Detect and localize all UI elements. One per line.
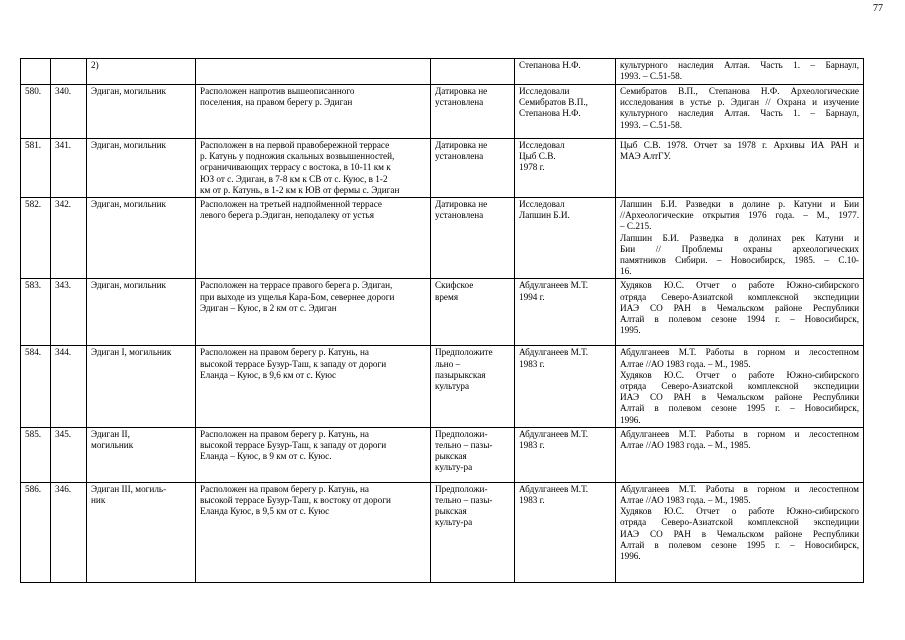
monument-name-cell (87, 85, 196, 139)
dating-line: культу-ра (435, 517, 473, 528)
entry-number-cell: 580. (21, 85, 51, 139)
bibliography-line: Лапшин Б.И. Разведки в долине р. Катуни и Бии (620, 199, 859, 210)
monument-name-cell (87, 139, 196, 198)
bibliography-line: ИАЭ СО РАН в Чемальском районе Республики (620, 392, 859, 403)
monument-name-line: 2) (91, 60, 99, 70)
table-row (21, 139, 864, 198)
monument-name-line: Эдиган, могильник (91, 199, 166, 210)
bibliography-cell (616, 482, 864, 582)
bibliography-line: Цыб С.В. 1978. Отчет за 1978 г. Архивы ИА РАН и (620, 140, 859, 150)
table-row (21, 198, 864, 279)
researcher-line: Исследовал (519, 140, 565, 150)
researcher-line: Семибратов В.П., (519, 97, 588, 108)
bibliography-line: МАЭ АлтГУ. (620, 151, 671, 162)
monument-number-cell: 346. (51, 482, 87, 582)
dating-line: Предположи- (435, 483, 488, 494)
dating-line: установлена (435, 210, 484, 221)
researcher-cell (515, 346, 616, 427)
dating-line: Датировка не (435, 86, 488, 96)
dating-cell (431, 279, 515, 346)
monument-name-cell (87, 59, 196, 85)
bibliography-line: Алтай в полевом сезоне 1994 г. – Новосибирск, (620, 314, 859, 325)
researcher-line: Абдулганеев М.Т. (519, 483, 589, 494)
entry-number-cell: 581. (21, 139, 51, 198)
dating-line: установлена (435, 97, 484, 108)
bibliography-line: //Археологические открытия 1976 года. – М., 1977. (620, 210, 859, 221)
monument-name-cell (87, 427, 196, 482)
dating-cell (431, 85, 515, 139)
bibliography-cell (616, 139, 864, 198)
dating-line: время (435, 291, 459, 302)
dating-line: Датировка не (435, 199, 488, 210)
bibliography-line: ИАЭ СО РАН в Чемальском районе Республики (620, 302, 859, 313)
dating-cell (431, 482, 515, 582)
dating-line: Предположи- (435, 428, 488, 439)
researcher-line: Степанова Н.Ф. (519, 108, 581, 119)
researcher-cell (515, 427, 616, 482)
location-description-cell (196, 139, 431, 198)
researcher-line: 1983 г. (519, 440, 545, 451)
researcher-cell (515, 198, 616, 279)
location-description-cell (196, 482, 431, 582)
bibliography-line: Лапшин Б.И. Разведка в долинах рек Катуни и (620, 232, 859, 243)
location-description-line: Расположен на правом берегу р. Катунь, на (200, 428, 369, 439)
researcher-line: Абдулганеев М.Т. (519, 347, 589, 358)
monument-number-cell: 340. (51, 85, 87, 139)
location-description-line: Расположен на террасе правого берега р. Эдиган, (200, 280, 393, 291)
location-description-line: Расположен на правом берегу р. Катунь, на (200, 347, 369, 358)
entry-number-cell: 585. (21, 427, 51, 482)
monument-name-line: Эдиган II, (91, 428, 130, 439)
monument-name-line: Эдиган, могильник (91, 140, 166, 150)
dating-line: рыкская (435, 506, 467, 517)
table-row (21, 85, 864, 139)
researcher-line: 1994 г. (519, 291, 545, 302)
monument-name-cell (87, 279, 196, 346)
location-description-line: ЮЗ от с. Эдиган, в 7-8 км к СВ от с. Куюс, в 1-2 (200, 173, 388, 184)
researcher-line: 1983 г. (519, 495, 545, 506)
researcher-line: Абдулганеев М.Т. (519, 280, 589, 291)
bibliography-cell (616, 427, 864, 482)
dating-line: пазырыкская (435, 369, 486, 380)
location-description-line: при выходе из ущелья Кара-Бом, севернее дороги (200, 291, 395, 302)
monument-number-cell: 342. (51, 198, 87, 279)
bibliography-line: отряда Северо-Азиатской комплексной экспедиции (620, 517, 859, 528)
monument-number-cell: 343. (51, 279, 87, 346)
researcher-line: 1978 г. (519, 162, 545, 173)
location-description-cell (196, 85, 431, 139)
bibliography-line: памятников Сибири. – Новосибирск, 1985. – С.10- (620, 255, 859, 266)
bibliography-line: 1996. (620, 414, 641, 425)
researcher-line: 1983 г. (519, 358, 545, 369)
bibliography-line: Алтай в полевом сезоне 1995 г. – Новосибирск, (620, 539, 859, 550)
entry-number-cell: 582. (21, 198, 51, 279)
researcher-line: Степанова Н.Ф. (519, 60, 581, 70)
dating-line: культура (435, 381, 470, 392)
monument-name-line: Эдиган III, могиль- (91, 483, 167, 494)
table-row (21, 279, 864, 346)
location-description-line: Расположен напротив вышеописанного (200, 86, 355, 96)
bibliography-line: Худяков Ю.С. Отчет о работе Южно-сибирского (620, 506, 859, 517)
bibliography-line: 1993. – С.51-58. (620, 71, 683, 82)
researcher-cell (515, 279, 616, 346)
bibliography-line: 1996. (620, 551, 641, 562)
page-number: 77 (873, 3, 883, 14)
entry-number-cell: 583. (21, 279, 51, 346)
entry-number-cell: 586. (21, 482, 51, 582)
table-body (21, 59, 864, 583)
monument-name-line: могильник (91, 440, 134, 451)
monument-name-cell (87, 482, 196, 582)
monument-register-table (20, 58, 864, 583)
bibliography-line: Абдулганеев М.Т. Работы в горном и лесостепном (620, 347, 859, 358)
entry-number-cell (21, 59, 51, 85)
dating-cell (431, 198, 515, 279)
bibliography-line: Алтае //АО 1983 года. – М., 1985. (620, 495, 751, 506)
researcher-line: Лапшин Б.И. (519, 210, 570, 221)
monument-name-cell (87, 346, 196, 427)
bibliography-line: культурного наследия Алтая. Часть 1. – Барнаул, (620, 60, 859, 70)
monument-name-line: ник (91, 495, 106, 506)
bibliography-line: Худяков Ю.С. Отчет о работе Южно-сибирского (620, 369, 859, 380)
researcher-line: Цыб С.В. (519, 151, 556, 162)
location-description-line: р. Катунь у подножия скальных возвышенностей, (200, 151, 395, 162)
researcher-cell (515, 85, 616, 139)
monument-number-cell: 341. (51, 139, 87, 198)
monument-number-cell: 344. (51, 346, 87, 427)
location-description-line: ограничивающих террасу с востока, в 10-11 км к (200, 162, 391, 173)
dating-cell (431, 427, 515, 482)
bibliography-line: ИАЭ СО РАН в Чемальском районе Республики (620, 528, 859, 539)
location-description-line: км от р. Катунь, в 1-2 км к ЮВ от фермы с. Эдиган (200, 184, 400, 195)
location-description-line: Расположен на третьей надпойменной террасе (200, 199, 382, 210)
monument-name-line: Эдиган I, могильник (91, 347, 172, 358)
bibliography-line: – С.215. (620, 221, 652, 232)
location-description-cell (196, 59, 431, 85)
dating-line: культу-ра (435, 462, 473, 473)
dating-cell (431, 139, 515, 198)
dating-line: льно – (435, 358, 461, 369)
location-description-line: Еланда – Куюс, в 9,6 км от с. Куюс (200, 369, 337, 380)
bibliography-cell (616, 346, 864, 427)
table-row (21, 346, 864, 427)
bibliography-line: Бии // Проблемы охраны археологических (620, 243, 859, 254)
bibliography-line: отряда Северо-Азиатской комплексной экспедиции (620, 291, 859, 302)
dating-line: Предположите (435, 347, 493, 358)
bibliography-line: Семибратов В.П., Степанова Н.Ф. Археологические (620, 86, 859, 96)
location-description-line: Расположен на правом берегу р. Катунь, на (200, 483, 369, 494)
location-description-line: Еланда Куюс, в 9,5 км от с. Куюс (200, 506, 330, 517)
dating-line: тельно – пазы- (435, 440, 493, 451)
dating-line: рыкская (435, 451, 467, 462)
bibliography-line: отряда Северо-Азиатской комплексной экспедиции (620, 381, 859, 392)
dating-line: Скифское (435, 280, 474, 291)
researcher-cell (515, 139, 616, 198)
location-description-line: высокой террасе Бузур-Таш, к востоку от дороги (200, 495, 391, 506)
bibliography-line: культурного наследия Алтая. Часть 1. – Барнаул, (620, 108, 859, 119)
location-description-cell (196, 279, 431, 346)
researcher-cell (515, 59, 616, 85)
location-description-line: Еланда – Куюс, в 9 км от с. Куюс. (200, 451, 332, 462)
location-description-line: высокой террасе Бузур-Таш, к западу от дороги (200, 358, 387, 369)
entry-number-cell: 584. (21, 346, 51, 427)
bibliography-line: Худяков Ю.С. Отчет о работе Южно-сибирского (620, 280, 859, 291)
monument-number-cell: 345. (51, 427, 87, 482)
dating-cell (431, 59, 515, 85)
bibliography-cell (616, 85, 864, 139)
bibliography-line: Абдулганеев М.Т. Работы в горном и лесостепном (620, 428, 859, 439)
bibliography-line: 1995. (620, 325, 641, 336)
location-description-cell (196, 427, 431, 482)
bibliography-cell (616, 198, 864, 279)
bibliography-line: Абдулганеев М.Т. Работы в горном и лесостепном (620, 483, 859, 494)
monument-name-cell (87, 198, 196, 279)
bibliography-cell (616, 279, 864, 346)
table-row (21, 427, 864, 482)
table-row (21, 59, 864, 85)
location-description-cell (196, 198, 431, 279)
researcher-cell (515, 482, 616, 582)
monument-name-line: Эдиган, могильник (91, 280, 166, 291)
location-description-line: высокой террасе Бузур-Таш, к западу от дороги (200, 440, 387, 451)
dating-line: установлена (435, 151, 484, 162)
location-description-line: Расположен в на первой правобережной террасе (200, 140, 390, 150)
bibliography-line: Алтае //АО 1983 года. – М., 1985. (620, 440, 751, 451)
monument-number-cell (51, 59, 87, 85)
bibliography-line: 16. (620, 266, 632, 277)
location-description-line: левого берега р.Эдиган, неподалеку от устья (200, 210, 374, 221)
bibliography-line: Алтае //АО 1983 года. – М., 1985. (620, 358, 751, 369)
bibliography-line: Алтай в полевом сезоне 1995 г. – Новосибирск, (620, 403, 859, 414)
location-description-cell (196, 346, 431, 427)
dating-line: тельно – пазы- (435, 495, 493, 506)
table-row (21, 482, 864, 582)
location-description-line: Эдиган – Куюс, в 2 км от с. Эдиган (200, 302, 337, 313)
bibliography-line: 1993. – С.51-58. (620, 119, 683, 130)
location-description-line: поселения, на правом берегу р. Эдиган (200, 97, 353, 108)
researcher-line: Исследовали (519, 86, 570, 96)
researcher-line: Абдулганеев М.Т. (519, 428, 589, 439)
bibliography-line: исследования в устье р. Эдиган // Охрана и изучение (620, 97, 859, 108)
researcher-line: Исследовал (519, 199, 565, 210)
dating-line: Датировка не (435, 140, 488, 150)
monument-name-line: Эдиган, могильник (91, 86, 166, 96)
bibliography-cell (616, 59, 864, 85)
dating-cell (431, 346, 515, 427)
